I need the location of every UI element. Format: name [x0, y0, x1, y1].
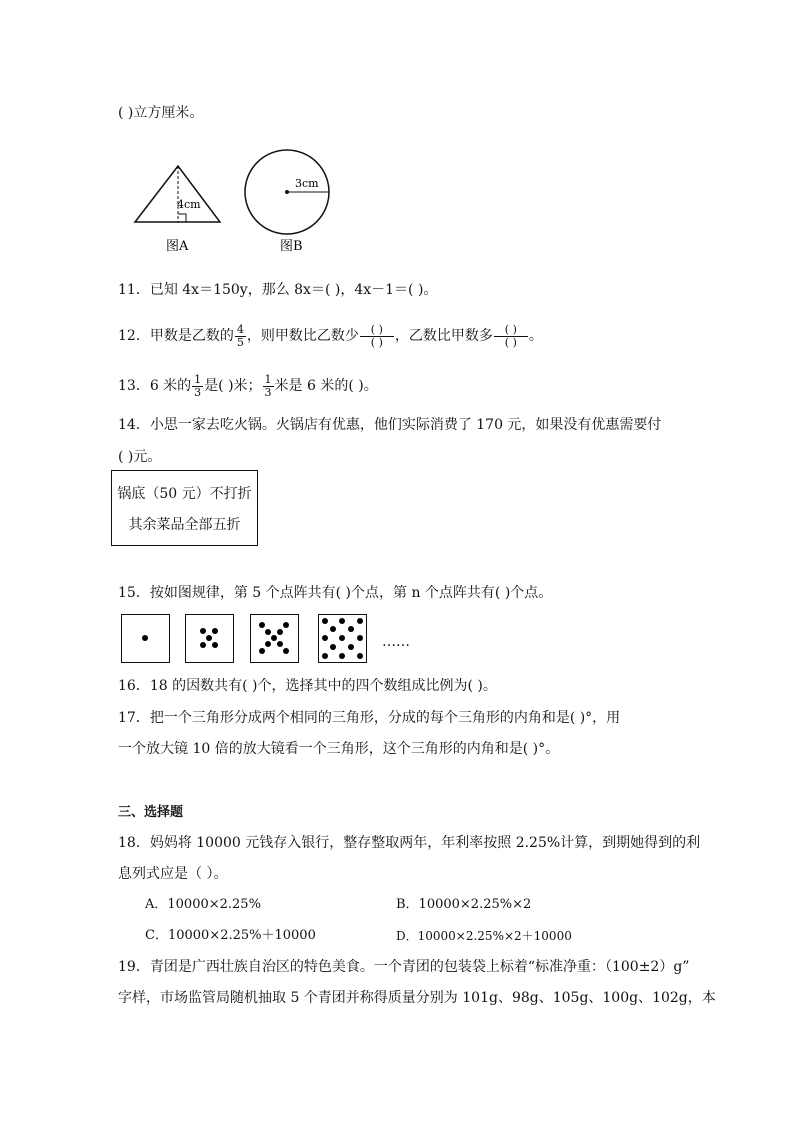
figure-b-label: 图B [280, 239, 303, 254]
question-18-line-2: 息列式应是（ ）。 [118, 866, 228, 882]
q13-fraction-2: $\frac{1}{3}$ [264, 372, 272, 399]
q13-text-1: 13．6 米的 [118, 378, 192, 394]
q12-fraction: $\frac{4}{5}$ [236, 322, 244, 349]
question-12 [118, 322, 543, 350]
question-13 [118, 372, 378, 400]
q18-option-b: B．10000×2.25%×2 [396, 897, 532, 912]
dot [283, 622, 289, 628]
dot [277, 641, 283, 647]
notice-line-1: 锅底（50 元）不打折 [117, 486, 252, 502]
question-19-line-1: 19．青团是广西壮族自治区的特色美食。一个青团的包装袋上标着“标准净重：（100±2）g” [118, 959, 690, 975]
dot [271, 635, 277, 641]
q12-blank-fraction-2: $\frac{( )}{( )}$ [494, 324, 528, 349]
question-17-line-2: 一个放大镜 10 倍的放大镜看一个三角形，这个三角形的内角和是( )°。 [118, 741, 560, 757]
dot [348, 644, 354, 650]
question-14-line-2: ( )元。 [118, 449, 162, 465]
q10-answer-line: ( )立方厘米。 [118, 105, 204, 121]
circle-radius-label: 3cm [295, 177, 319, 190]
discount-notice-box [111, 470, 258, 546]
dot-pattern-2 [185, 614, 234, 663]
dot-pattern-1 [121, 614, 170, 663]
question-16: 16．18 的因数共有( )个，选择其中的四个数组成比例为( )。 [118, 678, 497, 694]
dot [357, 653, 363, 659]
dot [283, 648, 289, 654]
dot-pattern-4 [318, 614, 367, 663]
dot [322, 635, 328, 641]
dot [348, 626, 354, 632]
figure-a-label: 图A [166, 239, 189, 254]
dot [357, 618, 363, 624]
q12-text-3: ，乙数比甲数多 [394, 328, 493, 344]
triangle-height-label: 4cm [177, 198, 201, 211]
q12-blank-fraction-1: $\frac{( )}{( )}$ [360, 324, 394, 349]
dot [200, 642, 206, 648]
question-17-line-1: 17．把一个三角形分成两个相同的三角形，分成的每个三角形的内角和是( )°，用 [118, 710, 621, 726]
question-11: 11．已知 4x＝150y，那么 8x＝( )，4x－1＝( )。 [118, 282, 438, 298]
section-heading-3: 三、选择题 [118, 805, 184, 820]
q12-text-2: ，则甲数比乙数少 [246, 328, 359, 344]
dot [322, 653, 328, 659]
q18-option-c: C．10000×2.25%＋10000 [145, 928, 316, 943]
figure-a-triangle [130, 160, 230, 260]
dot [212, 642, 218, 648]
dot-pattern-3 [250, 614, 299, 663]
dot [339, 635, 345, 641]
dot [265, 641, 271, 647]
dot [259, 648, 265, 654]
dot [200, 628, 206, 634]
q13-text-2: 是( )米； [204, 378, 262, 394]
dot [322, 618, 328, 624]
dot [330, 644, 336, 650]
question-19-line-2: 字样，市场监管局随机抽取 5 个青团并称得质量分别为 101g、98g、105g、100g、102g，本 [118, 990, 716, 1006]
dot [357, 635, 363, 641]
dot-pattern-ellipsis: …… [382, 634, 410, 650]
q18-option-d: D．10000×2.25%×2＋10000 [396, 929, 572, 943]
dot [259, 622, 265, 628]
q18-option-a: A．10000×2.25% [145, 897, 261, 912]
dot [339, 653, 345, 659]
dot [277, 629, 283, 635]
q13-fraction-1: $\frac{1}{3}$ [194, 372, 202, 399]
question-15: 15．按如图规律，第 5 个点阵共有( )个点，第 n 个点阵共有( )个点。 [118, 585, 553, 601]
dot [339, 618, 345, 624]
dot [330, 626, 336, 632]
question-14-line-1: 14．小思一家去吃火锅。火锅店有优惠，他们实际消费了 170 元，如果没有优惠需要付 [118, 417, 662, 433]
dot [206, 635, 212, 641]
dot [212, 628, 218, 634]
q12-text-1: 12．甲数是乙数的 [118, 328, 234, 344]
q13-text-3: 米是 6 米的( )。 [274, 378, 378, 394]
figure-b-circle [240, 146, 340, 256]
dot [142, 635, 148, 641]
q12-text-4: 。 [528, 328, 543, 344]
notice-line-2: 其余菜品全部五折 [128, 517, 241, 533]
dot [265, 629, 271, 635]
question-18-line-1: 18．妈妈将 10000 元钱存入银行，整存整取两年，年利率按照 2.25%计算，到期她得到的利 [118, 835, 701, 851]
right-angle-mark [178, 214, 186, 222]
